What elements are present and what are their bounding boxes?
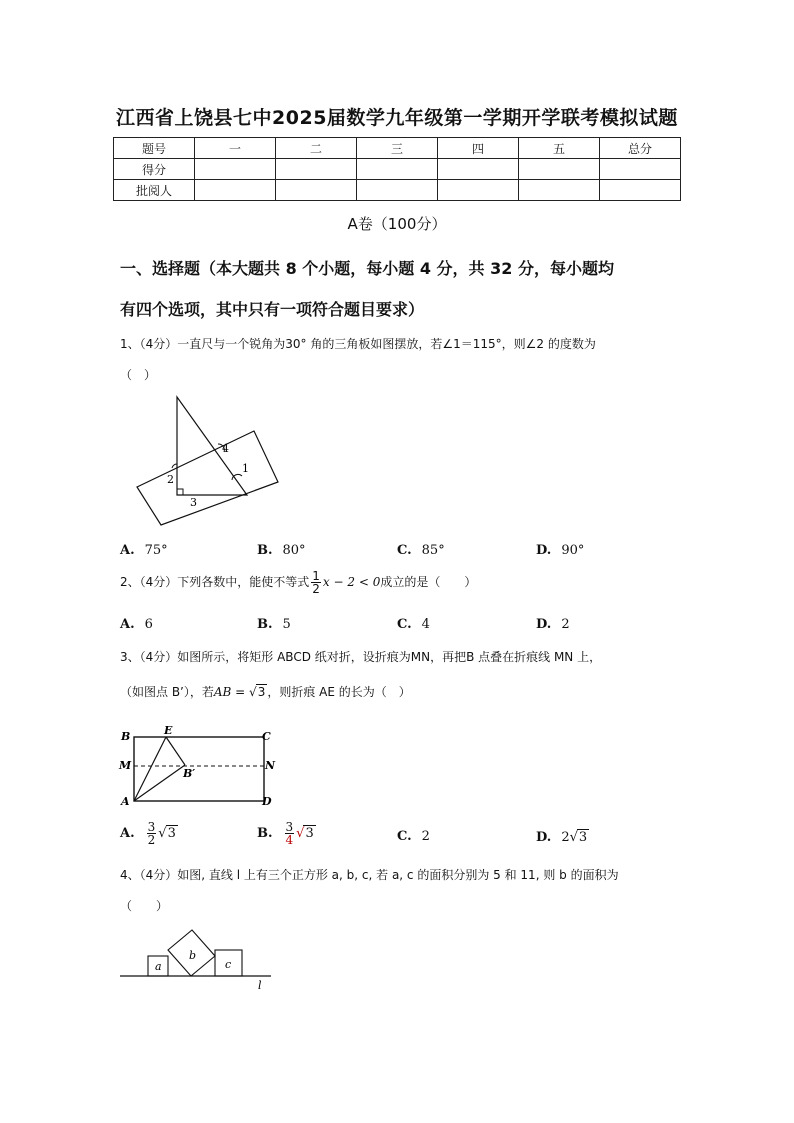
q3-option-b[interactable]: B. $\frac{3}{4}$ √3	[257, 820, 314, 847]
table-cell: 题号	[114, 138, 195, 159]
label-e: E	[164, 725, 173, 737]
q2-option-c[interactable]: C. 4	[397, 617, 430, 632]
segment-ab-prime	[134, 765, 185, 801]
table-cell	[519, 159, 600, 180]
fig-label-2: 2	[167, 473, 174, 486]
table-cell	[357, 159, 438, 180]
q3-option-d[interactable]: D. 2√3	[536, 830, 588, 845]
q2-option-d[interactable]: D. 2	[536, 617, 570, 632]
table-cell: 五	[519, 138, 600, 159]
score-table-header	[114, 138, 681, 159]
fig-label-4: 4	[222, 442, 229, 455]
q3-stem-line2: （如图点 B’），若AB = √3 ，则折痕 AE 的长为（ ）	[120, 685, 411, 699]
q3-figure	[115, 725, 280, 810]
label-a: A	[121, 795, 130, 808]
q1-stem: 1、（4分）一直尺与一个锐角为30° 角的三角板如图摆放，若∠1＝115°，则∠2 的度数为	[120, 337, 596, 351]
q2-option-a[interactable]: A. 6	[120, 617, 153, 632]
table-row	[114, 159, 681, 180]
q2-stem	[120, 570, 476, 595]
fig-label-3: 3	[190, 496, 197, 509]
fraction: $\frac{1}{2}$	[312, 569, 320, 596]
q1-option-b[interactable]: B. 80°	[257, 543, 306, 558]
table-cell: 批阅人	[114, 180, 195, 201]
table-cell	[600, 180, 681, 201]
q2-prefix: 2、（4分）下列各数中，能使不等式	[120, 575, 310, 589]
page-title: 江西省上饶县七中2025届数学九年级第一学期开学联考模拟试题	[116, 107, 678, 129]
table-cell	[600, 159, 681, 180]
table-cell	[438, 180, 519, 201]
table-cell	[276, 159, 357, 180]
table-cell: 总分	[600, 138, 681, 159]
label-n: N	[265, 759, 276, 772]
score-table	[113, 137, 681, 201]
q4-stem: 4、（4分）如图, 直线 l 上有三个正方形 a, b, c, 若 a, c 的面积分别为 5 和 11, 则 b 的面积为	[120, 868, 619, 882]
q1-figure	[130, 392, 290, 532]
table-cell	[195, 159, 276, 180]
table-cell: 三	[357, 138, 438, 159]
q2-inequality: x − 2 < 0	[322, 575, 381, 589]
label-c: c	[225, 958, 232, 971]
segment-eb-prime	[166, 737, 185, 765]
crease-ae	[134, 737, 166, 801]
label-a: a	[155, 960, 162, 973]
label-l: l	[258, 979, 262, 992]
table-cell	[519, 180, 600, 201]
q1-option-c[interactable]: C. 85°	[397, 543, 445, 558]
table-cell: 一	[195, 138, 276, 159]
angle2-arc	[172, 464, 177, 468]
q4-paren: （ ）	[120, 899, 169, 913]
q4-figure	[118, 928, 278, 994]
table-cell: 四	[438, 138, 519, 159]
q3-option-a[interactable]: A. $\frac{3}{2}$ √3	[120, 820, 176, 847]
fig-label-1: 1	[242, 462, 249, 475]
q1-option-a[interactable]: A. 75°	[120, 543, 168, 558]
label-d: D	[262, 795, 272, 808]
q2-suffix: 成立的是（ ）	[380, 575, 477, 589]
right-angle-mark	[177, 489, 183, 495]
table-cell	[357, 180, 438, 201]
section-a-heading: A卷（100分）	[347, 215, 447, 233]
q2-option-b[interactable]: B. 5	[257, 617, 291, 632]
table-cell	[438, 159, 519, 180]
label-b: B	[121, 730, 131, 743]
section1-line2: 有四个选项，其中只有一项符合题目要求）	[120, 300, 425, 319]
label-m: M	[119, 759, 132, 772]
label-b-prime: B′	[183, 767, 196, 780]
q3-option-c[interactable]: C. 2	[397, 829, 430, 844]
rectangle-abcd	[134, 737, 264, 801]
table-row	[114, 180, 681, 201]
section1-line1: 一、选择题（本大题共 8 个小题，每小题 4 分，共 32 分，每小题均	[120, 259, 614, 278]
q3-stem: 3、（4分）如图所示，将矩形 ABCD 纸对折，设折痕为MN，再把B 点叠在折痕线 MN 上，	[120, 650, 602, 664]
label-b: b	[189, 949, 197, 962]
triangle-board-shape	[177, 397, 247, 495]
table-cell	[276, 180, 357, 201]
ruler-shape	[137, 431, 278, 525]
q1-option-d[interactable]: D. 90°	[536, 543, 585, 558]
table-cell: 二	[276, 138, 357, 159]
q1-paren: （ ）	[120, 368, 157, 382]
table-cell: 得分	[114, 159, 195, 180]
label-c: C	[262, 730, 271, 743]
table-cell	[195, 180, 276, 201]
